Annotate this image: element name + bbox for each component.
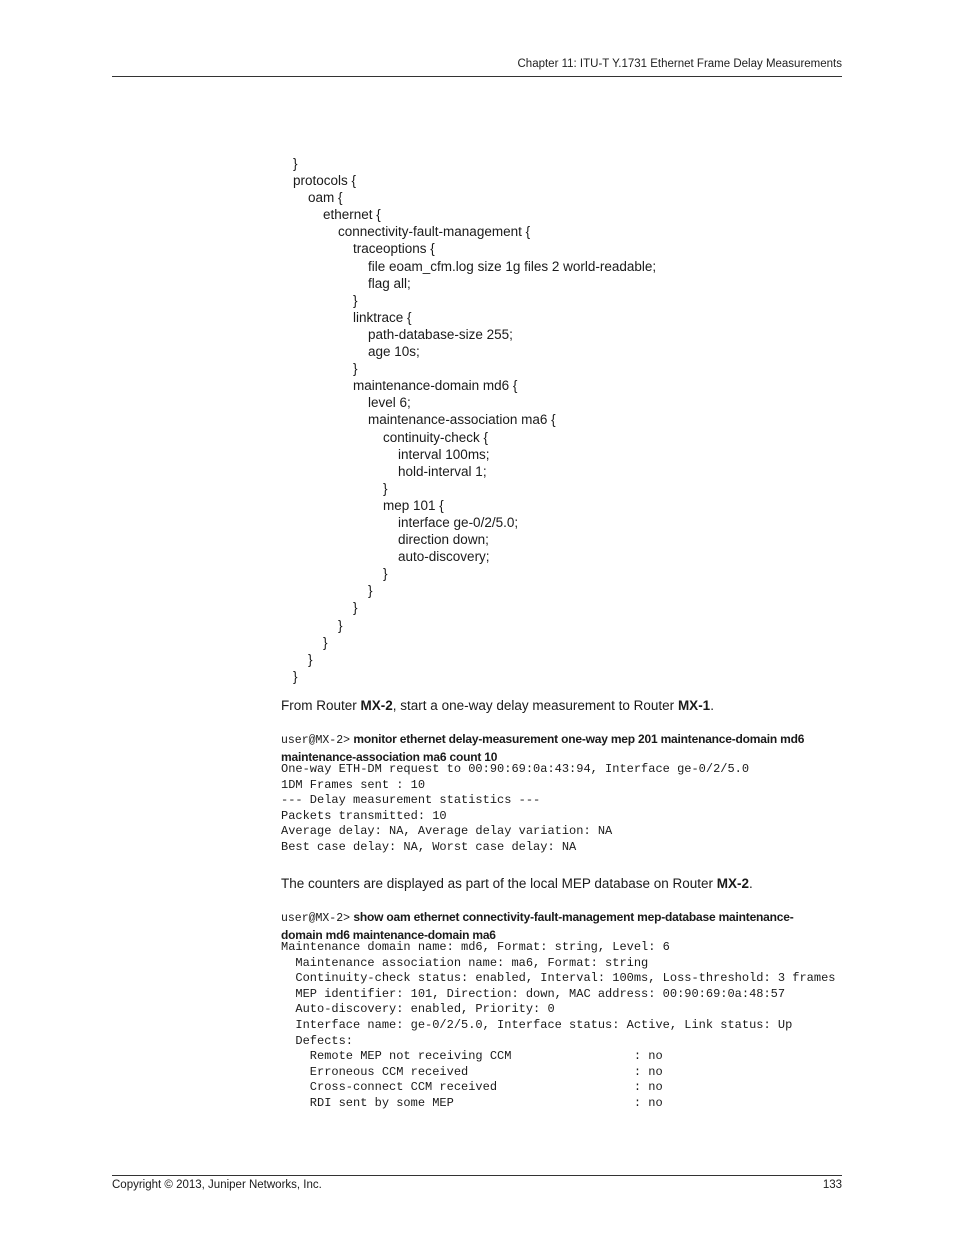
router-name: MX-2 — [716, 876, 750, 891]
output-line: Defects: — [281, 1033, 354, 1048]
config-line: interface ge-0/2/5.0; — [293, 514, 519, 530]
config-line: protocols { — [293, 173, 357, 189]
output-line: Cross-connect CCM received : no — [281, 1080, 663, 1095]
config-line: } — [293, 634, 328, 650]
config-line: } — [293, 651, 313, 667]
para-text: From Router — [281, 698, 361, 713]
cli-command — [281, 909, 801, 943]
router-name: MX-2 — [360, 698, 393, 713]
config-line: flag all; — [293, 275, 411, 291]
para-text: . — [710, 698, 714, 713]
config-block — [293, 155, 656, 685]
page-footer — [112, 1175, 842, 1191]
config-line: } — [293, 600, 358, 616]
config-line: oam { — [293, 190, 343, 206]
config-line: level 6; — [293, 395, 411, 411]
paragraph-counters — [281, 876, 753, 891]
output-line: One-way ETH-DM request to 00:90:69:0a:43:94, Interface ge-0/2/5.0 — [281, 762, 750, 776]
config-line: auto-discovery; — [293, 549, 490, 565]
output-line: Maintenance domain name: md6, Format: string, Level: 6 — [281, 940, 670, 954]
config-line: } — [293, 156, 298, 171]
config-line: } — [293, 583, 373, 599]
output-line: RDI sent by some MEP : no — [281, 1095, 663, 1110]
para-text: , start a one-way delay measurement to Router — [392, 698, 678, 713]
output-line: Best case delay: NA, Worst case delay: NA — [281, 839, 577, 854]
config-line: linktrace { — [293, 309, 412, 325]
config-line: interval 100ms; — [293, 446, 490, 462]
config-line: } — [293, 361, 358, 377]
config-line: } — [293, 292, 358, 308]
config-line: traceoptions { — [293, 241, 435, 257]
output-line: Continuity-check status: enabled, Interval: 100ms, Loss-threshold: 3 frames — [281, 971, 836, 986]
config-line: ethernet { — [293, 207, 381, 223]
config-line: path-database-size 255; — [293, 326, 513, 342]
output-line: Auto-discovery: enabled, Priority: 0 — [281, 1002, 555, 1017]
config-line: } — [293, 668, 298, 684]
chapter-title: Chapter 11: ITU-T Y.1731 Ethernet Frame Delay Measurements — [517, 58, 842, 70]
output-line: 1DM Frames sent : 10 — [281, 777, 426, 792]
output-line: Maintenance association name: ma6, Format: string — [281, 955, 649, 970]
cli-output — [281, 762, 749, 856]
config-line: } — [293, 617, 343, 633]
config-line: } — [293, 566, 388, 582]
output-line: MEP identifier: 101, Direction: down, MAC address: 00:90:69:0a:48:57 — [281, 986, 786, 1001]
copyright: Copyright © 2013, Juniper Networks, Inc. — [112, 1179, 322, 1191]
cli-command-text: monitor ethernet delay-measurement one-way mep 201 maintenance-domain md6 maintenance-association ma6 count 10 — [281, 732, 805, 764]
cli-prompt: user@MX-2> — [281, 912, 351, 925]
router-name: MX-1 — [677, 698, 711, 713]
cli-command-text: show oam ethernet connectivity-fault-management mep-database maintenance-domain md6 maintenance-domain ma6 — [281, 910, 794, 942]
page-header — [112, 57, 842, 77]
config-line: mep 101 { — [293, 497, 444, 513]
cli-command — [281, 731, 851, 765]
output-line: Average delay: NA, Average delay variation: NA — [281, 824, 613, 839]
output-line: Remote MEP not receiving CCM : no — [281, 1049, 663, 1064]
config-line: file eoam_cfm.log size 1g files 2 world-readable; — [293, 258, 657, 274]
para-text: The counters are displayed as part of the local MEP database on Router — [281, 876, 717, 891]
para-text: . — [749, 876, 753, 891]
config-line: continuity-check { — [293, 429, 489, 445]
config-line: connectivity-fault-management { — [293, 224, 531, 240]
config-line: maintenance-domain md6 { — [293, 378, 518, 394]
output-line: --- Delay measurement statistics --- — [281, 793, 541, 808]
config-line: direction down; — [293, 532, 489, 548]
config-line: } — [293, 480, 388, 496]
page-number: 133 — [822, 1179, 842, 1191]
output-line: Interface name: ge-0/2/5.0, Interface status: Active, Link status: Up — [281, 1017, 793, 1032]
output-line: Erroneous CCM received : no — [281, 1064, 663, 1079]
output-line: Packets transmitted: 10 — [281, 808, 447, 823]
config-line: age 10s; — [293, 344, 420, 360]
paragraph-one-way-intro — [281, 698, 714, 713]
config-line: maintenance-association ma6 { — [293, 412, 556, 428]
config-line: hold-interval 1; — [293, 463, 487, 479]
cli-prompt: user@MX-2> — [281, 734, 351, 747]
cli-output — [281, 940, 836, 1112]
